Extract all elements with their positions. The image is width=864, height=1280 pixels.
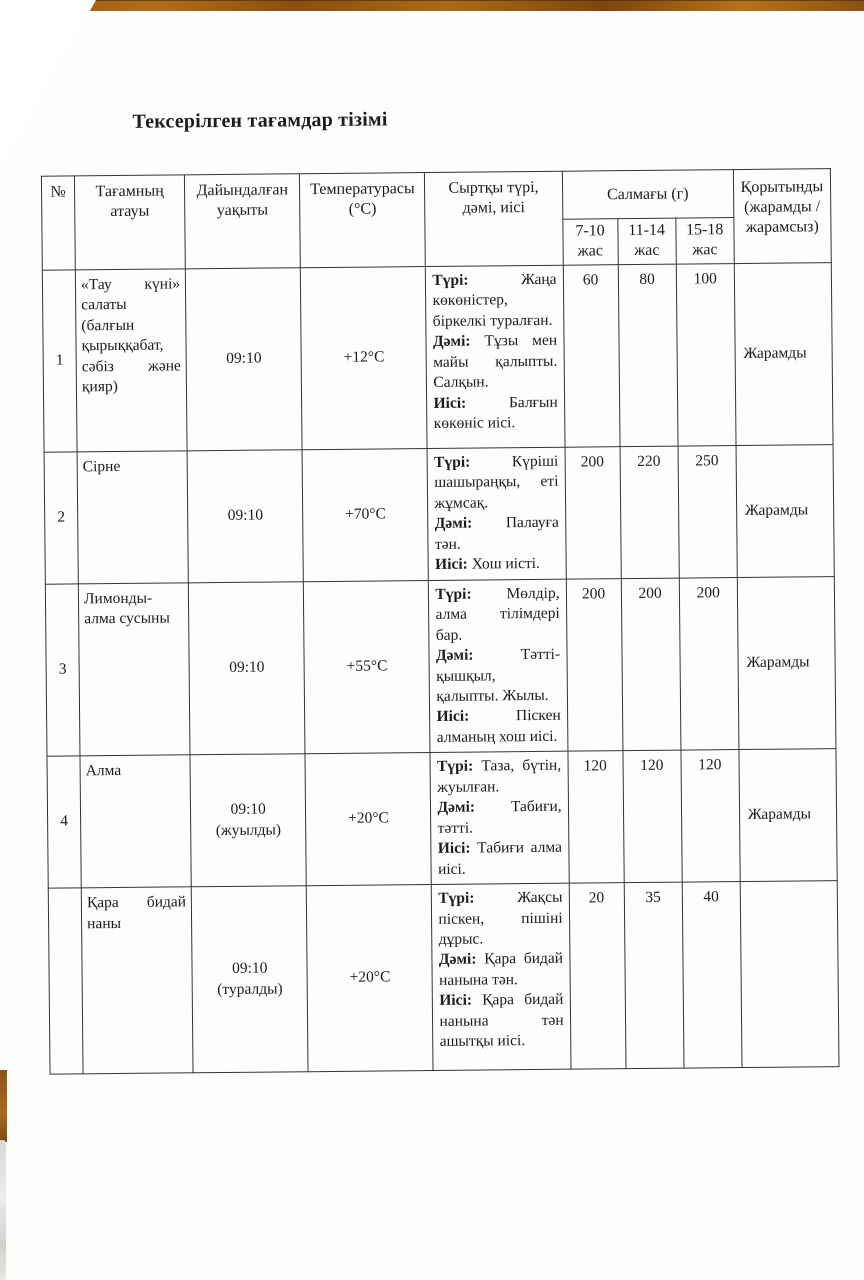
cell-prep-time: 09:10 (жуылды) <box>190 754 306 887</box>
cell-weight-0: 200 <box>565 447 621 579</box>
cell-number: 1 <box>42 270 77 452</box>
cell-temperature: +20°С <box>307 885 434 1072</box>
header-weight-group: Салмағы (г) <box>562 170 734 220</box>
table-row <box>48 881 839 1075</box>
table-row <box>42 263 833 453</box>
cell-weight-2: 120 <box>681 750 740 882</box>
cell-temperature: +12°С <box>301 267 428 450</box>
cell-weight-1: 220 <box>620 446 679 578</box>
cell-temperature: +55°С <box>304 580 431 754</box>
cell-appearance-taste-smell: Түрі: Жаңа көкөністер, біркелкі туралған. Дәмі: Тұзы мен майы қалыпты. Салқын. Иісі: Балғын көкөніс иісі. <box>426 265 565 448</box>
cell-appearance-taste-smell: Түрі: Таза, бүтін, жуылған. Дәмі: Табиғи, тәтті. Иісі: Табиғи алма иісі. <box>430 752 568 885</box>
cell-prep-time: 09:10 <box>188 581 305 755</box>
cell-temperature: +70°С <box>302 449 428 582</box>
cell-number <box>48 888 83 1074</box>
cell-weight-2: 100 <box>676 264 736 447</box>
cell-number: 4 <box>47 756 81 888</box>
cell-weight-1: 200 <box>621 578 681 751</box>
cell-appearance-taste-smell: Түрі: Мөлдір, алма тілімдері бар. Дәмі: Тәтті-қышқыл, қалыпты. Жылы. Иісі: Піскен алманың хош иісі. <box>429 579 568 753</box>
cell-number: 2 <box>44 452 78 584</box>
cell-weight-2: 40 <box>682 882 742 1069</box>
header-num: № <box>41 176 75 270</box>
header-weight-15-18: 15-18 жас <box>676 218 735 265</box>
table-row <box>44 445 834 584</box>
cell-weight-0: 60 <box>563 265 620 448</box>
cell-result: Жарамды <box>736 445 834 578</box>
cell-result: Жарамды <box>739 749 837 882</box>
cell-prep-time: 09:10 <box>185 268 302 451</box>
table-header <box>41 169 831 271</box>
header-result: Қорытынды (жарамды / жарамсыз) <box>733 169 831 264</box>
food-inspection-table <box>41 168 840 1075</box>
cell-food-name: Сірне <box>77 451 188 584</box>
cell-prep-time: 09:10 (туралды) <box>191 886 308 1073</box>
cell-weight-1: 80 <box>618 264 678 447</box>
cell-weight-0: 120 <box>568 751 624 883</box>
cell-weight-1: 35 <box>624 882 684 1069</box>
table-row <box>45 576 836 756</box>
cell-weight-0: 200 <box>566 578 623 751</box>
cell-appearance-taste-smell: Түрі: Күріші шашыраңқы, еті жұмсақ. Дәмі: Палауға тән. Иісі: Хош иісті. <box>427 447 565 580</box>
cell-food-name: Алма <box>80 755 191 888</box>
cell-prep-time: 09:10 <box>187 450 303 583</box>
page-title: Тексерілген тағамдар тізімі <box>132 108 388 133</box>
cell-food-name: «Тау күні» салаты (балғын қырыққабат, сәбіз және қияр) <box>75 269 187 452</box>
header-appearance: Сыртқы түрі, дәмі, иісі <box>425 171 563 266</box>
header-time: Дайындалған уақыты <box>185 174 301 269</box>
cell-number: 3 <box>45 584 80 757</box>
header-weight-11-14: 11-14 жас <box>618 218 677 265</box>
cell-weight-1: 120 <box>623 750 682 882</box>
cell-appearance-taste-smell: Түрі: Жақсы піскен, пішіні дұрыс. Дәмі: Қара бидай нанына тән. Иісі: Қара бидай нанына тән ашытқы иісі. <box>432 883 571 1070</box>
cell-result: Жарамды <box>737 576 836 750</box>
table-row <box>47 749 837 888</box>
header-temp: Температурасы (°С) <box>300 173 426 268</box>
cell-weight-2: 250 <box>678 446 737 578</box>
cell-result <box>740 881 839 1068</box>
cell-result: Жарамды <box>734 263 833 446</box>
cell-weight-0: 20 <box>569 883 626 1070</box>
cell-weight-2: 200 <box>679 577 739 750</box>
cell-food-name: Қара бидай наны <box>81 887 193 1074</box>
header-name: Тағамның атауы <box>74 175 185 270</box>
cell-temperature: +20°С <box>305 753 431 886</box>
cell-food-name: Лимонды-алма сусыны <box>78 583 190 757</box>
table-body <box>42 263 839 1075</box>
header-weight-7-10: 7-10 жас <box>562 219 618 266</box>
